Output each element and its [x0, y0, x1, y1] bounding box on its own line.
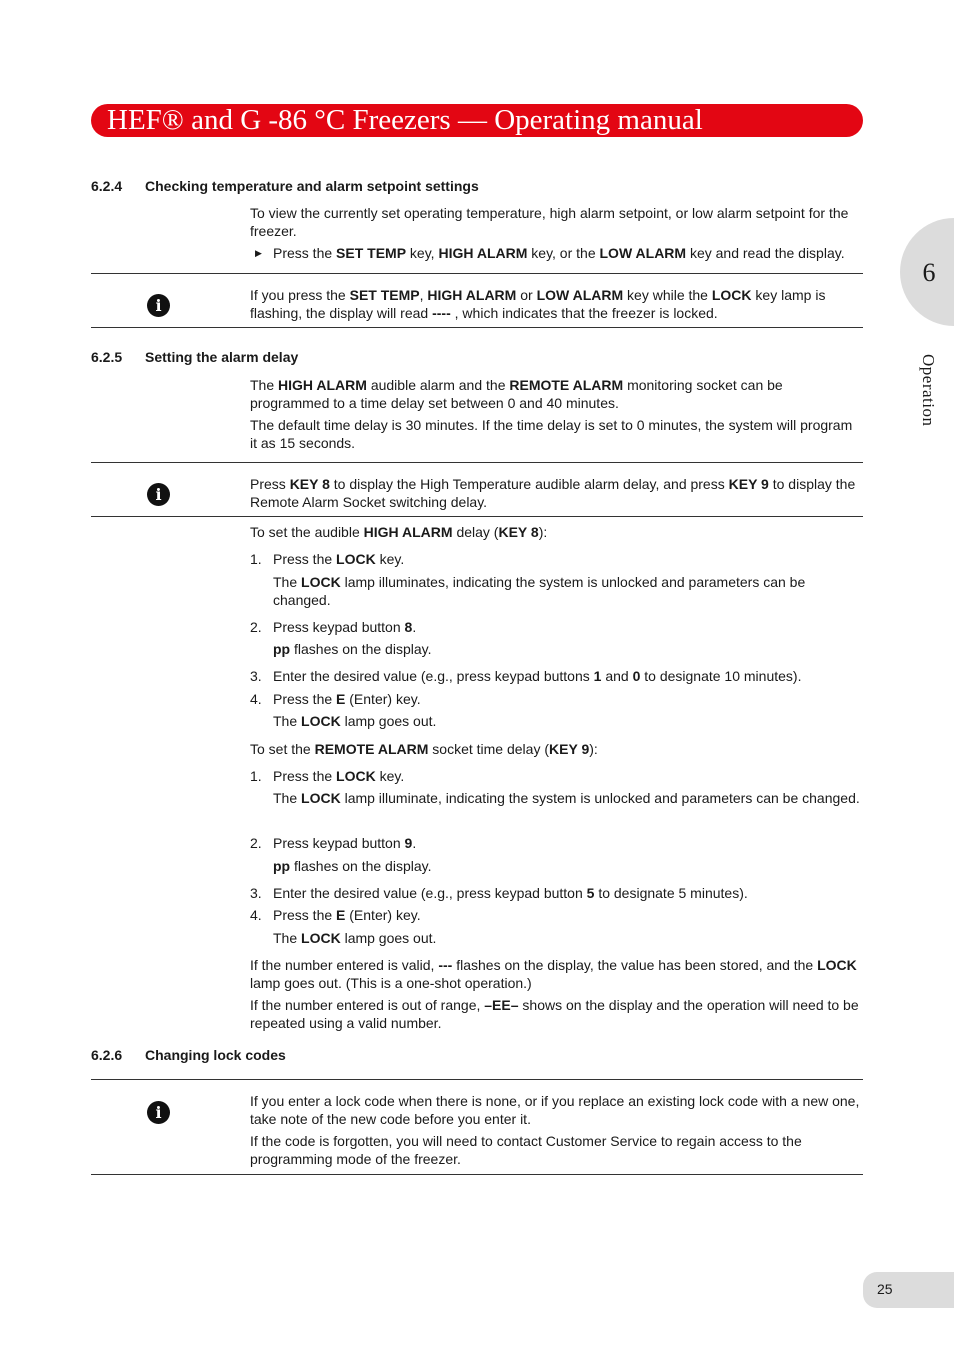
paragraph: To view the currently set operating temperature, high alarm setpoint, or low alarm setpoint for the freezer.: [250, 205, 849, 239]
divider: [91, 516, 863, 517]
note-text: Press KEY 8 to display the High Temperature audible alarm delay, and press KEY 9 to display the Remote Alarm Socket switching delay.: [250, 476, 856, 510]
bullet-arrow-icon: ▶: [255, 248, 262, 258]
page-number: 25: [877, 1281, 893, 1297]
paragraph: If the number entered is valid, --- flashes on the display, the value has been stored, and the LOCK lamp goes out. (This is a one-shot operation.): [250, 957, 857, 991]
chapter-side-label: Operation: [919, 354, 938, 427]
note-text: If you press the SET TEMP, HIGH ALARM or LOW ALARM key while the LOCK key lamp is flashing, the display will read ---- , which indicates that the freezer is locked.: [250, 287, 826, 321]
section-number: 6.2.5: [91, 349, 123, 365]
section-title: Changing lock codes: [145, 1047, 286, 1063]
step-note: The LOCK lamp illuminate, indicating the system is unlocked and parameters can be changed.: [273, 790, 860, 806]
step-note: The LOCK lamp goes out.: [273, 930, 437, 946]
section-heading-6-2-4: [91, 177, 479, 195]
info-icon: i: [147, 483, 170, 506]
info-icon: i: [147, 1101, 170, 1124]
section-title: Setting the alarm delay: [145, 349, 299, 365]
section-heading-6-2-5: [91, 348, 298, 366]
section-title: Checking temperature and alarm setpoint settings: [145, 178, 479, 194]
note-text: If the code is forgotten, you will need to contact Customer Service to regain access to the programming mode of the freezer.: [250, 1133, 802, 1167]
step-note: pp flashes on the display.: [273, 641, 432, 657]
procedure-intro: To set the REMOTE ALARM socket time delay (KEY 9):: [250, 741, 598, 757]
section-number: 6.2.6: [91, 1047, 123, 1063]
instruction-step: Press the SET TEMP key, HIGH ALARM key, or the LOW ALARM key and read the display.: [273, 245, 845, 261]
note-text: If you enter a lock code when there is none, or if you replace an existing lock code with a new one, take note of the new code before you enter it.: [250, 1093, 860, 1127]
paragraph: If the number entered is out of range, –EE– shows on the display and the operation will need to be repeated using a valid number.: [250, 997, 859, 1031]
chapter-number: 6: [922, 258, 936, 287]
manual-title: HEF® and G -86 °C Freezers — Operating manual: [107, 104, 703, 136]
paragraph: The HIGH ALARM audible alarm and the REMOTE ALARM monitoring socket can be programmed to a time delay set between 0 and 40 minutes.: [250, 377, 783, 411]
section-heading-6-2-6: [91, 1046, 286, 1064]
divider: [91, 273, 863, 274]
step-note: pp flashes on the display.: [273, 858, 432, 874]
divider: [91, 1174, 863, 1175]
section-number: 6.2.4: [91, 178, 123, 194]
divider: [91, 462, 863, 463]
step-note: The LOCK lamp goes out.: [273, 713, 437, 729]
info-icon: i: [147, 294, 170, 317]
header-banner: [91, 104, 863, 137]
divider: [91, 327, 863, 328]
divider: [91, 1079, 863, 1080]
step-note: The LOCK lamp illuminates, indicating the system is unlocked and parameters can be changed.: [273, 574, 806, 608]
paragraph: The default time delay is 30 minutes. If the time delay is set to 0 minutes, the system will program it as 15 seconds.: [250, 417, 853, 451]
procedure-intro: To set the audible HIGH ALARM delay (KEY 8):: [250, 524, 548, 540]
